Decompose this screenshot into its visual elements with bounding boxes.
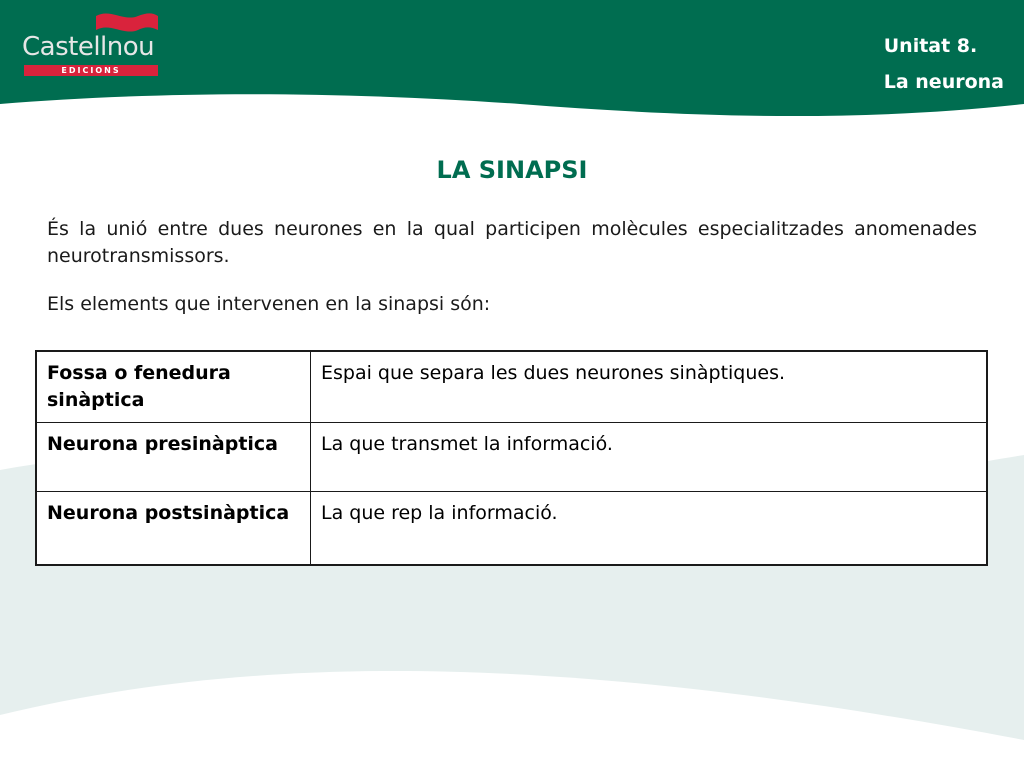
- unit-info: [884, 28, 1004, 100]
- table-row: [36, 423, 987, 492]
- table-row: [36, 492, 987, 566]
- logo-wordmark: Castellnou: [22, 32, 155, 62]
- definition-cell: La que rep la informació.: [311, 492, 988, 566]
- castellnou-logo: [22, 10, 162, 78]
- unit-topic: La neurona: [883, 71, 1004, 93]
- table-row: [36, 351, 987, 423]
- intro-paragraph: Els elements que intervenen en la sinapsi són:: [47, 293, 491, 315]
- term-cell: Fossa o fenedura sinàptica: [36, 351, 311, 423]
- definition-cell: Espai que separa les dues neurones sinàptiques.: [311, 351, 988, 423]
- page-title: LA SINAPSI: [436, 156, 588, 184]
- term-cell: Neurona postsinàptica: [36, 492, 311, 566]
- term-cell: Neurona presinàptica: [36, 423, 311, 492]
- definition-cell: La que transmet la informació.: [311, 423, 988, 492]
- definition-paragraph: És la unió entre dues neurones en la qual participen molècules especialitzades anomenades neurotransmissors.: [47, 218, 977, 267]
- elements-table: [35, 350, 988, 566]
- unit-number: Unitat 8.: [883, 35, 978, 57]
- logo-subtitle: EDICIONS: [24, 65, 158, 76]
